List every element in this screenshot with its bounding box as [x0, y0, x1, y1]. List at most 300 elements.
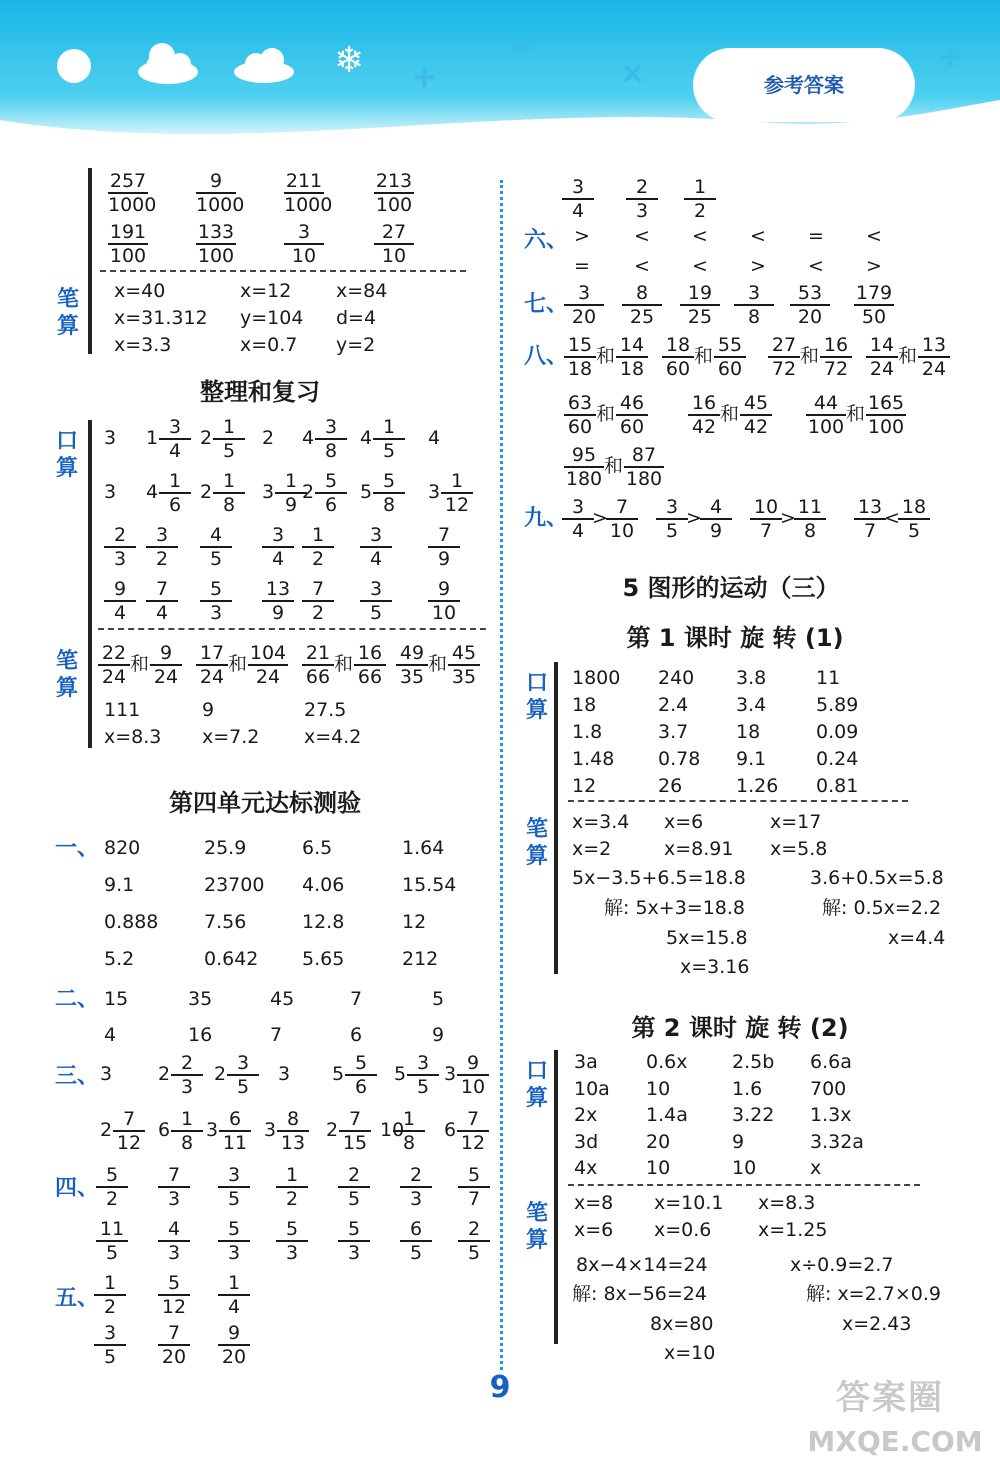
- denominator: 2: [155, 548, 169, 570]
- answer-value: 16: [188, 1024, 213, 1046]
- fraction: [196, 170, 245, 216]
- denominator: 20: [797, 306, 823, 328]
- answer-value: 18: [736, 721, 761, 743]
- denominator: 9: [437, 548, 451, 570]
- q4-label: 四、: [55, 1176, 100, 1201]
- fraction: [276, 1164, 308, 1210]
- numerator: 213: [375, 170, 413, 192]
- fraction: [458, 1164, 490, 1210]
- denominator: 2: [285, 1188, 299, 1210]
- numerator: 7: [457, 1108, 489, 1132]
- fraction: [96, 1164, 128, 1210]
- numerator: 2: [104, 524, 136, 548]
- answer-value: 1.48: [572, 748, 615, 770]
- denominator: 72: [823, 358, 849, 380]
- minus-icon: −: [508, 30, 534, 65]
- answer-value: 5.65: [302, 948, 345, 970]
- denominator: 18: [567, 358, 593, 380]
- equation: x=2.43: [842, 1313, 912, 1335]
- comparison-sign: >: [866, 255, 882, 277]
- denominator: 18: [619, 358, 645, 380]
- cloud-icon: [232, 46, 296, 84]
- denominator: 20: [571, 306, 597, 328]
- numerator: 2: [626, 176, 658, 200]
- fraction: [360, 578, 392, 624]
- denominator: 42: [743, 416, 769, 438]
- fraction: [622, 282, 662, 328]
- bisuan-label: 笔 算: [55, 649, 78, 701]
- answer-value: x=3.3: [114, 334, 172, 356]
- comparison-sign: <: [884, 507, 900, 529]
- answer-value: 0.642: [204, 948, 259, 970]
- answer-value: d=4: [336, 307, 377, 329]
- dashed-divider: [568, 800, 908, 802]
- numerator: 8: [622, 282, 662, 306]
- he-label: 和: [898, 345, 918, 367]
- answer-value: 9: [432, 1024, 445, 1046]
- answer-value: 2: [214, 1063, 227, 1085]
- numerator: 3: [564, 282, 604, 306]
- answer-value: 3: [262, 481, 275, 503]
- denominator: 5: [209, 548, 223, 570]
- denominator: 11: [222, 1132, 248, 1154]
- denominator: 60: [717, 358, 743, 380]
- answer-value: 10: [732, 1157, 757, 1179]
- numerator: 7: [302, 578, 334, 602]
- fraction: [171, 1108, 203, 1154]
- he-label: 和: [228, 653, 248, 675]
- fraction: [219, 1108, 251, 1154]
- fraction: [200, 524, 232, 570]
- header-banner: [0, 0, 1000, 140]
- fraction: [656, 496, 688, 542]
- he-label: 和: [428, 653, 448, 675]
- numerator: 7: [428, 524, 460, 548]
- answer-value: 1.3x: [810, 1104, 852, 1126]
- numerator: 2: [171, 1052, 203, 1076]
- answer-value: 3.22: [732, 1104, 775, 1126]
- answer-value: 3: [264, 1119, 277, 1141]
- answer-value: x=8: [574, 1192, 614, 1214]
- comparison-sign: <: [692, 225, 708, 247]
- numerator: 9: [196, 170, 236, 194]
- numerator: 27: [374, 221, 414, 245]
- equation: 解: 8x−56=24: [572, 1283, 707, 1305]
- denominator: 12: [116, 1132, 142, 1154]
- q1-label: 一、: [55, 836, 100, 861]
- denominator: 2: [693, 200, 707, 222]
- fraction: [98, 642, 130, 688]
- fraction: [218, 1164, 250, 1210]
- answer-value: x=7.2: [202, 726, 260, 748]
- fraction: [626, 176, 658, 222]
- denominator: 60: [665, 358, 691, 380]
- numerator: 1: [684, 176, 716, 200]
- denominator: 8: [382, 494, 396, 516]
- fraction: [196, 221, 236, 267]
- numerator: 1: [171, 1108, 203, 1132]
- he-label: 和: [130, 653, 150, 675]
- numerator: 16: [820, 334, 852, 358]
- denominator: 10: [460, 1076, 486, 1098]
- numerator: 2: [400, 1164, 432, 1188]
- numerator: 3: [562, 176, 594, 200]
- denominator: 180: [565, 468, 603, 490]
- fraction: [158, 1322, 190, 1368]
- numerator: 8: [277, 1108, 309, 1132]
- answer-value: 3a: [574, 1051, 598, 1073]
- numerator: 3: [562, 496, 594, 520]
- denominator: 5: [222, 440, 236, 462]
- numerator: 55: [714, 334, 746, 358]
- answer-badge-label: 参考答案: [764, 73, 844, 97]
- numerator: 3: [159, 416, 191, 440]
- numerator: 165: [867, 392, 905, 414]
- numerator: 5: [218, 1218, 250, 1242]
- answer-value: 10: [646, 1077, 671, 1100]
- denominator: 100: [197, 245, 235, 267]
- q2-label: 二、: [55, 987, 100, 1012]
- fraction: [750, 496, 782, 542]
- answer-value: 3: [428, 481, 441, 503]
- fraction: [94, 1272, 126, 1318]
- numerator: 1: [213, 416, 245, 440]
- numerator: 1: [393, 1108, 425, 1132]
- answer-value: 2: [200, 481, 213, 503]
- fraction: [302, 578, 334, 624]
- comparison-sign: <: [750, 225, 766, 247]
- fraction: [262, 578, 294, 624]
- numerator: 11: [794, 496, 826, 520]
- answer-value: 3: [278, 1063, 291, 1085]
- numerator: 3: [262, 524, 294, 548]
- equation: 5x=15.8: [666, 927, 748, 949]
- q9-label: 九、: [524, 506, 569, 531]
- answer-value: 5.2: [104, 948, 135, 970]
- answer-value: 3.32a: [810, 1130, 864, 1153]
- numerator: 7: [158, 1164, 190, 1188]
- answer-value: 3: [104, 481, 117, 503]
- equation: x÷0.9=2.7: [790, 1254, 894, 1276]
- denominator: 5: [665, 520, 679, 542]
- numerator: 257: [109, 170, 147, 192]
- fraction: [150, 642, 182, 688]
- answer-value: 10: [380, 1119, 405, 1141]
- answer-value: 12: [402, 911, 427, 933]
- equation: x=10: [664, 1342, 716, 1364]
- denominator: 66: [357, 666, 383, 688]
- answer-value: 4: [104, 1024, 117, 1046]
- fraction: [200, 578, 232, 624]
- numerator: 3: [284, 221, 324, 245]
- fraction: [562, 176, 594, 222]
- answer-value: 25.9: [204, 837, 247, 859]
- denominator: 24: [921, 358, 947, 380]
- fraction: [218, 1322, 250, 1368]
- page-number: 9: [489, 1370, 511, 1405]
- fraction: [315, 470, 347, 516]
- answer-value: 9.1: [736, 748, 767, 770]
- answer-value: 6: [158, 1119, 171, 1141]
- numerator: 21: [302, 642, 334, 666]
- answer-value: 2: [200, 427, 213, 449]
- denominator: 8: [324, 440, 338, 462]
- numerator: 1: [213, 470, 245, 494]
- fraction: [448, 642, 480, 688]
- bisuan-label: 笔 算: [56, 287, 79, 339]
- numerator: 22: [98, 642, 130, 666]
- numerator: 13: [262, 578, 294, 602]
- fraction: [606, 496, 638, 542]
- denominator: 66: [305, 666, 331, 688]
- denominator: 5: [236, 1076, 250, 1098]
- comparison-sign: =: [808, 225, 824, 247]
- unit-test-title: 第四单元达标测验: [169, 789, 361, 817]
- answer-value: 4x: [574, 1157, 598, 1179]
- answer-value: 10: [646, 1157, 671, 1179]
- fraction: [400, 1218, 432, 1264]
- fraction: [374, 170, 414, 216]
- answer-value: 3: [100, 1063, 113, 1085]
- equation: 解: x=2.7×0.9: [806, 1283, 941, 1305]
- answer-value: 4: [302, 427, 315, 449]
- answer-value: 3: [444, 1063, 457, 1085]
- denominator: 5: [907, 520, 921, 542]
- denominator: 5: [227, 1188, 241, 1210]
- answer-value: 9: [732, 1130, 745, 1153]
- numerator: 46: [616, 392, 648, 416]
- fraction: [820, 334, 852, 380]
- watermark-url: MXQE.COM: [807, 1425, 983, 1458]
- denominator: 10: [291, 245, 317, 267]
- numerator: 1: [373, 416, 405, 440]
- fraction: [104, 578, 136, 624]
- numerator: 4: [200, 524, 232, 548]
- q6-label: 六、: [524, 228, 569, 253]
- fraction: [354, 642, 386, 688]
- answer-value: 0.24: [816, 748, 859, 770]
- comparison-sign: =: [574, 255, 590, 277]
- comparison-sign: >: [750, 255, 766, 277]
- answer-value: x=1.25: [758, 1219, 828, 1241]
- answer-value: 1: [146, 427, 159, 449]
- denominator: 4: [369, 548, 383, 570]
- comparison-sign: >: [574, 225, 590, 247]
- numerator: 3: [360, 578, 392, 602]
- fraction: [806, 392, 846, 438]
- numerator: 49: [396, 642, 428, 666]
- answer-value: 5.89: [816, 694, 859, 716]
- fraction: [616, 334, 648, 380]
- fraction: [794, 496, 826, 542]
- numerator: 2: [458, 1218, 490, 1242]
- fraction: [171, 1052, 203, 1098]
- numerator: 3: [227, 1052, 259, 1076]
- denominator: 12: [460, 1132, 486, 1154]
- answer-value: 6.6a: [810, 1051, 852, 1073]
- fraction: [345, 1052, 377, 1098]
- answer-value: x=3.4: [572, 811, 630, 833]
- numerator: 1: [441, 470, 473, 494]
- numerator: 63: [564, 392, 596, 416]
- numerator: 2: [338, 1164, 370, 1188]
- numerator: 1: [94, 1272, 126, 1296]
- numerator: 9: [218, 1322, 250, 1346]
- fraction: [213, 416, 245, 462]
- fraction: [227, 1052, 259, 1098]
- answer-value: x=84: [336, 280, 388, 302]
- denominator: 8: [222, 494, 236, 516]
- fraction: [564, 392, 596, 438]
- answer-value: x=0.7: [240, 334, 298, 356]
- he-label: 和: [694, 345, 714, 367]
- answer-value: 5: [360, 481, 373, 503]
- denominator: 100: [807, 416, 845, 438]
- numerator: 45: [448, 642, 480, 666]
- denominator: 4: [155, 602, 169, 624]
- fraction: [113, 1108, 145, 1154]
- fraction: [740, 392, 772, 438]
- fraction: [158, 1164, 190, 1210]
- review-title: 整理和复习: [200, 378, 320, 406]
- equation: 解: 0.5x=2.2: [822, 897, 942, 919]
- numerator: 19: [680, 282, 720, 306]
- numerator: 17: [196, 642, 228, 666]
- fraction: [616, 392, 648, 438]
- numerator: 3: [146, 524, 178, 548]
- fraction: [457, 1052, 489, 1098]
- answer-value: 2: [262, 427, 275, 449]
- comparison-sign: >: [592, 507, 608, 529]
- answer-value: 1.64: [402, 837, 445, 859]
- fraction: [196, 642, 228, 688]
- fraction: [158, 1218, 190, 1264]
- answer-value: 45: [270, 988, 295, 1010]
- dashed-divider: [98, 628, 486, 630]
- fraction: [338, 1218, 370, 1264]
- fraction: [213, 470, 245, 516]
- numerator: 16: [688, 392, 720, 416]
- answer-value: x=8.3: [104, 726, 162, 748]
- numerator: 14: [866, 334, 898, 358]
- answer-value: 20: [646, 1130, 671, 1153]
- answer-value: 3: [206, 1119, 219, 1141]
- fraction: [373, 416, 405, 462]
- numerator: 5: [276, 1218, 308, 1242]
- denominator: 3: [113, 548, 127, 570]
- numerator: 95: [564, 444, 604, 468]
- denominator: 3: [635, 200, 649, 222]
- answer-value: 0.09: [816, 721, 859, 743]
- numerator: 7: [146, 578, 178, 602]
- answer-value: 2: [100, 1119, 113, 1141]
- denominator: 5: [347, 1188, 361, 1210]
- fraction: [428, 578, 460, 624]
- answer-value: 1.8: [572, 721, 603, 743]
- he-label: 和: [334, 653, 354, 675]
- answer-value: 7.56: [204, 911, 247, 933]
- answer-value: x=10.1: [654, 1192, 724, 1214]
- answer-value: 35: [188, 988, 213, 1010]
- answer-value: 6: [444, 1119, 457, 1141]
- fraction: [680, 282, 720, 328]
- denominator: 13: [280, 1132, 306, 1154]
- answer-value: x=6: [664, 811, 704, 833]
- answer-value: 0.888: [104, 911, 159, 933]
- denominator: 1000: [284, 194, 333, 216]
- answer-value: 2x: [574, 1104, 598, 1126]
- answer-value: 2: [326, 1119, 339, 1141]
- fraction: [284, 170, 333, 216]
- answer-value: 3: [104, 427, 117, 449]
- fraction: [94, 1322, 126, 1368]
- fraction: [564, 334, 596, 380]
- numerator: 104: [249, 642, 287, 664]
- denominator: 8: [402, 1132, 416, 1154]
- denominator: 7: [467, 1188, 481, 1210]
- snowflake-icon: ❄: [334, 40, 365, 81]
- comparison-sign: <: [634, 225, 650, 247]
- numerator: 5: [373, 470, 405, 494]
- denominator: 6: [354, 1076, 368, 1098]
- denominator: 5: [369, 602, 383, 624]
- numerator: 4: [700, 496, 732, 520]
- fraction: [159, 416, 191, 462]
- answer-value: 4: [360, 427, 373, 449]
- denominator: 12: [161, 1296, 187, 1318]
- numerator: 179: [855, 282, 893, 304]
- answer-value: 3.8: [736, 667, 767, 689]
- denominator: 2: [105, 1188, 119, 1210]
- denominator: 4: [113, 602, 127, 624]
- fraction: [302, 524, 334, 570]
- denominator: 35: [451, 666, 477, 688]
- fraction: [734, 282, 774, 328]
- answer-value: 5: [332, 1063, 345, 1085]
- answer-value: 111: [104, 699, 141, 721]
- denominator: 42: [691, 416, 717, 438]
- fraction: [684, 176, 716, 222]
- denominator: 3: [347, 1242, 361, 1264]
- numerator: 18: [898, 496, 930, 520]
- fraction: [393, 1108, 425, 1154]
- numerator: 5: [200, 578, 232, 602]
- fraction: [854, 282, 894, 328]
- fraction: [108, 221, 148, 267]
- comparison-sign: >: [686, 507, 702, 529]
- denominator: 9: [709, 520, 723, 542]
- numerator: 7: [113, 1108, 145, 1132]
- denominator: 3: [209, 602, 223, 624]
- numerator: 191: [109, 221, 147, 243]
- fraction: [218, 1272, 250, 1318]
- numerator: 4: [158, 1218, 190, 1242]
- section-bar: [554, 1050, 558, 1344]
- denominator: 20: [221, 1346, 247, 1368]
- answer-value: 1.4a: [646, 1104, 688, 1126]
- answer-value: 2: [302, 481, 315, 503]
- numerator: 45: [740, 392, 772, 416]
- answer-value: 3.7: [658, 721, 689, 743]
- answer-value: x=31.312: [114, 307, 208, 329]
- numerator: 1: [302, 524, 334, 548]
- numerator: 3: [656, 496, 688, 520]
- denominator: 7: [759, 520, 773, 542]
- fraction: [146, 578, 178, 624]
- numerator: 9: [104, 578, 136, 602]
- numerator: 5: [345, 1052, 377, 1076]
- denominator: 5: [103, 1346, 117, 1368]
